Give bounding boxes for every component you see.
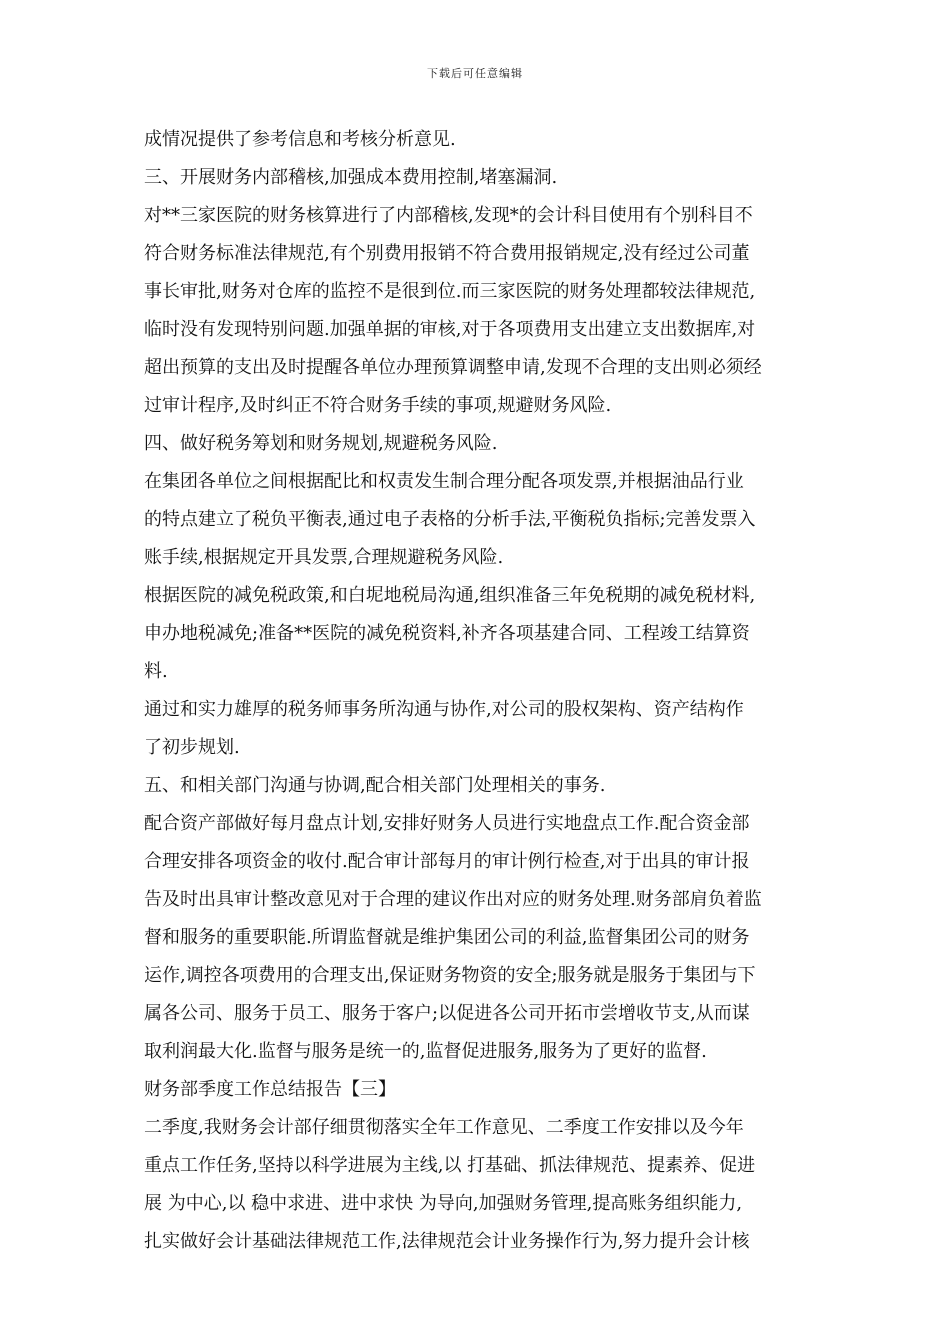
- document-body: [144, 121, 812, 1261]
- text-line: 扎实做好会计基础法律规范工作,法律规范会计业务操作行为,努力提升会计核: [144, 1231, 750, 1252]
- text-line: 运作,调控各项费用的合理支出,保证财务物资的安全;服务就是服务于集团与下: [144, 965, 756, 986]
- text-line: 二季度,我财务会计部仔细贯彻落实全年工作意见、二季度工作安排以及今年: [144, 1117, 744, 1138]
- text-line: 临时没有发现特别问题.加强单据的审核,对于各项费用支出建立支出数据库,对: [144, 319, 756, 340]
- text-line: 成情况提供了参考信息和考核分析意见.: [144, 129, 456, 150]
- page-header: 下载后可任意编辑: [427, 67, 523, 80]
- text-line: 了初步规划.: [144, 737, 240, 758]
- text-line: 三、开展财务内部稽核,加强成本费用控制,堵塞漏洞.: [144, 167, 558, 188]
- text-line: 账手续,根据规定开具发票,合理规避税务风险.: [144, 547, 504, 568]
- text-line: 过审计程序,及时纠正不符合财务手续的事项,规避财务风险.: [144, 395, 612, 416]
- text-line: 告及时出具审计整改意见对于合理的建议作出对应的财务处理.财务部肩负着监: [144, 889, 762, 910]
- text-line: 的特点建立了税负平衡表,通过电子表格的分析手法,平衡税负指标;完善发票入: [144, 509, 756, 530]
- text-line: 展 为中心,以 稳中求进、进中求快 为导向,加强财务管理,提高账务组织能力,: [144, 1193, 743, 1214]
- text-line: 根据医院的减免税政策,和白坭地税局沟通,组织准备三年免税期的减免税材料,: [144, 585, 756, 606]
- text-line: 四、做好税务筹划和财务规划,规避税务风险.: [144, 433, 498, 454]
- text-line: 财务部季度工作总结报告【三】: [144, 1079, 396, 1100]
- text-line: 在集团各单位之间根据配比和权责发生制合理分配各项发票,并根据油品行业: [144, 471, 744, 492]
- text-line: 事长审批,财务对仓库的监控不是很到位.而三家医院的财务处理都较法律规范,: [144, 281, 756, 302]
- text-line: 超出预算的支出及时提醒各单位办理预算调整申请,发现不合理的支出则必须经: [144, 357, 762, 378]
- text-line: 料.: [144, 661, 168, 682]
- text-line: 取利润最大化.监督与服务是统一的,监督促进服务,服务为了更好的监督.: [144, 1041, 707, 1062]
- text-line: 申办地税减免;准备**医院的减免税资料,补齐各项基建合同、工程竣工结算资: [144, 623, 750, 644]
- text-line: 五、和相关部门沟通与协调,配合相关部门处理相关的事务.: [144, 775, 606, 796]
- text-line: 符合财务标准法律规范,有个别费用报销不符合费用报销规定,没有经过公司董: [144, 243, 750, 264]
- text-line: 督和服务的重要职能.所谓监督就是维护集团公司的利益,监督集团公司的财务: [144, 927, 750, 948]
- text-line: 配合资产部做好每月盘点计划,安排好财务人员进行实地盘点工作.配合资金部: [144, 813, 750, 834]
- text-line: 对**三家医院的财务核算进行了内部稽核,发现*的会计科目使用有个别科目不: [144, 205, 753, 226]
- text-line: 通过和实力雄厚的税务师事务所沟通与协作,对公司的股权架构、资产结构作: [144, 699, 744, 720]
- text-line: 合理安排各项资金的收付.配合审计部每月的审计例行检查,对于出具的审计报: [144, 851, 750, 872]
- text-line: 重点工作任务,坚持以科学进展为主线,以 打基础、抓法律规范、提素养、促进: [144, 1155, 756, 1176]
- text-line: 属各公司、服务于员工、服务于客户;以促进各公司开拓市尝增收节支,从而谋: [144, 1003, 750, 1024]
